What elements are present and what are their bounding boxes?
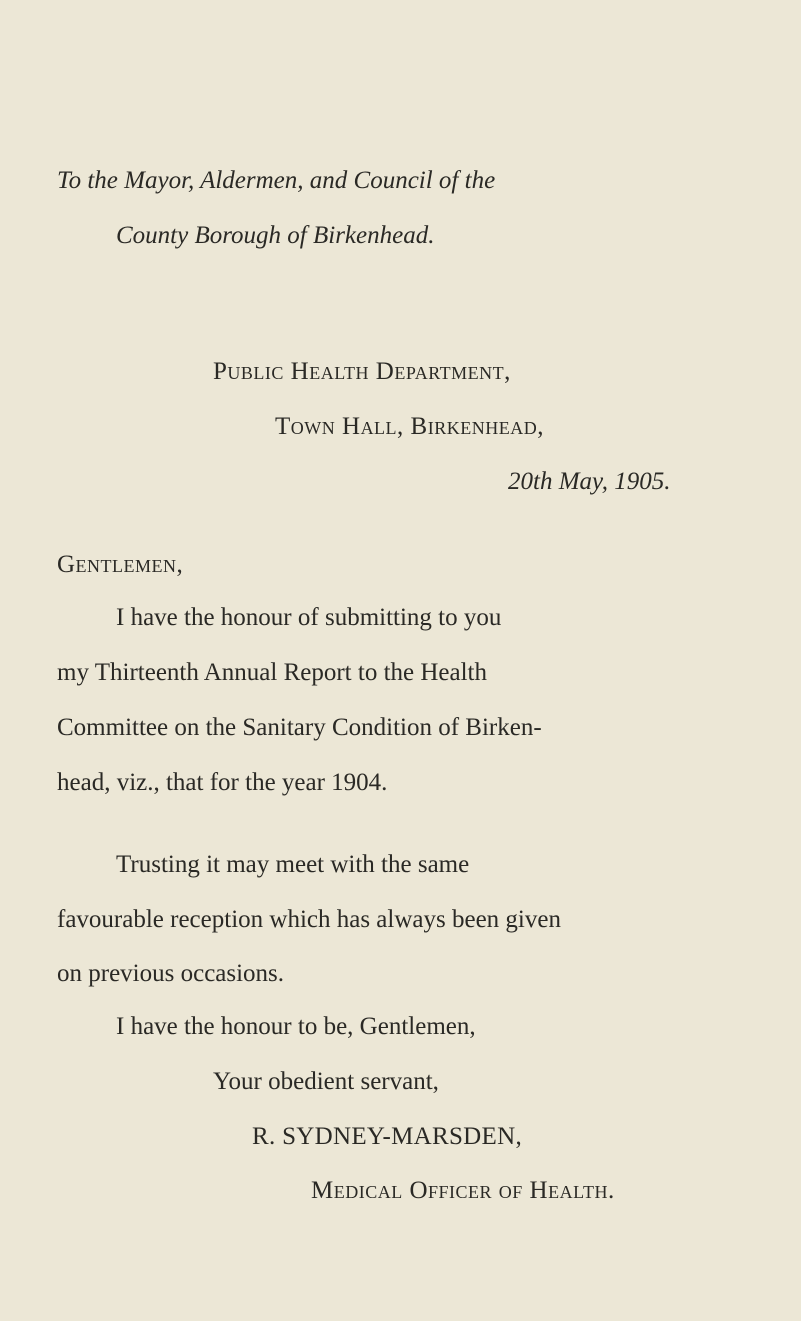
body-line: Committee on the Sanitary Condition of Birken-: [57, 714, 542, 741]
body-line: Trusting it may meet with the same: [116, 851, 470, 878]
address-line-1: To the Mayor, Aldermen, and Council of the: [57, 167, 496, 194]
letter-date: 20th May, 1905.: [508, 468, 671, 495]
department-line: Public Health Department,: [213, 358, 511, 385]
location-line: Town Hall, Birkenhead,: [275, 413, 544, 440]
signature-name: R. SYDNEY-MARSDEN,: [252, 1123, 523, 1150]
signature-title: Medical Officer of Health.: [311, 1177, 615, 1204]
salutation: Gentlemen,: [57, 551, 184, 578]
address-line-2: County Borough of Birkenhead.: [116, 222, 435, 249]
closing-line-2: Your obedient servant,: [213, 1068, 439, 1095]
body-line: head, viz., that for the year 1904.: [57, 769, 388, 796]
closing-line-1: I have the honour to be, Gentlemen,: [116, 1013, 476, 1040]
body-line: my Thirteenth Annual Report to the Health: [57, 659, 488, 686]
body-line: on previous occasions.: [57, 960, 285, 987]
body-line: I have the honour of submitting to you: [116, 604, 502, 631]
body-line: favourable reception which has always been given: [57, 906, 561, 933]
